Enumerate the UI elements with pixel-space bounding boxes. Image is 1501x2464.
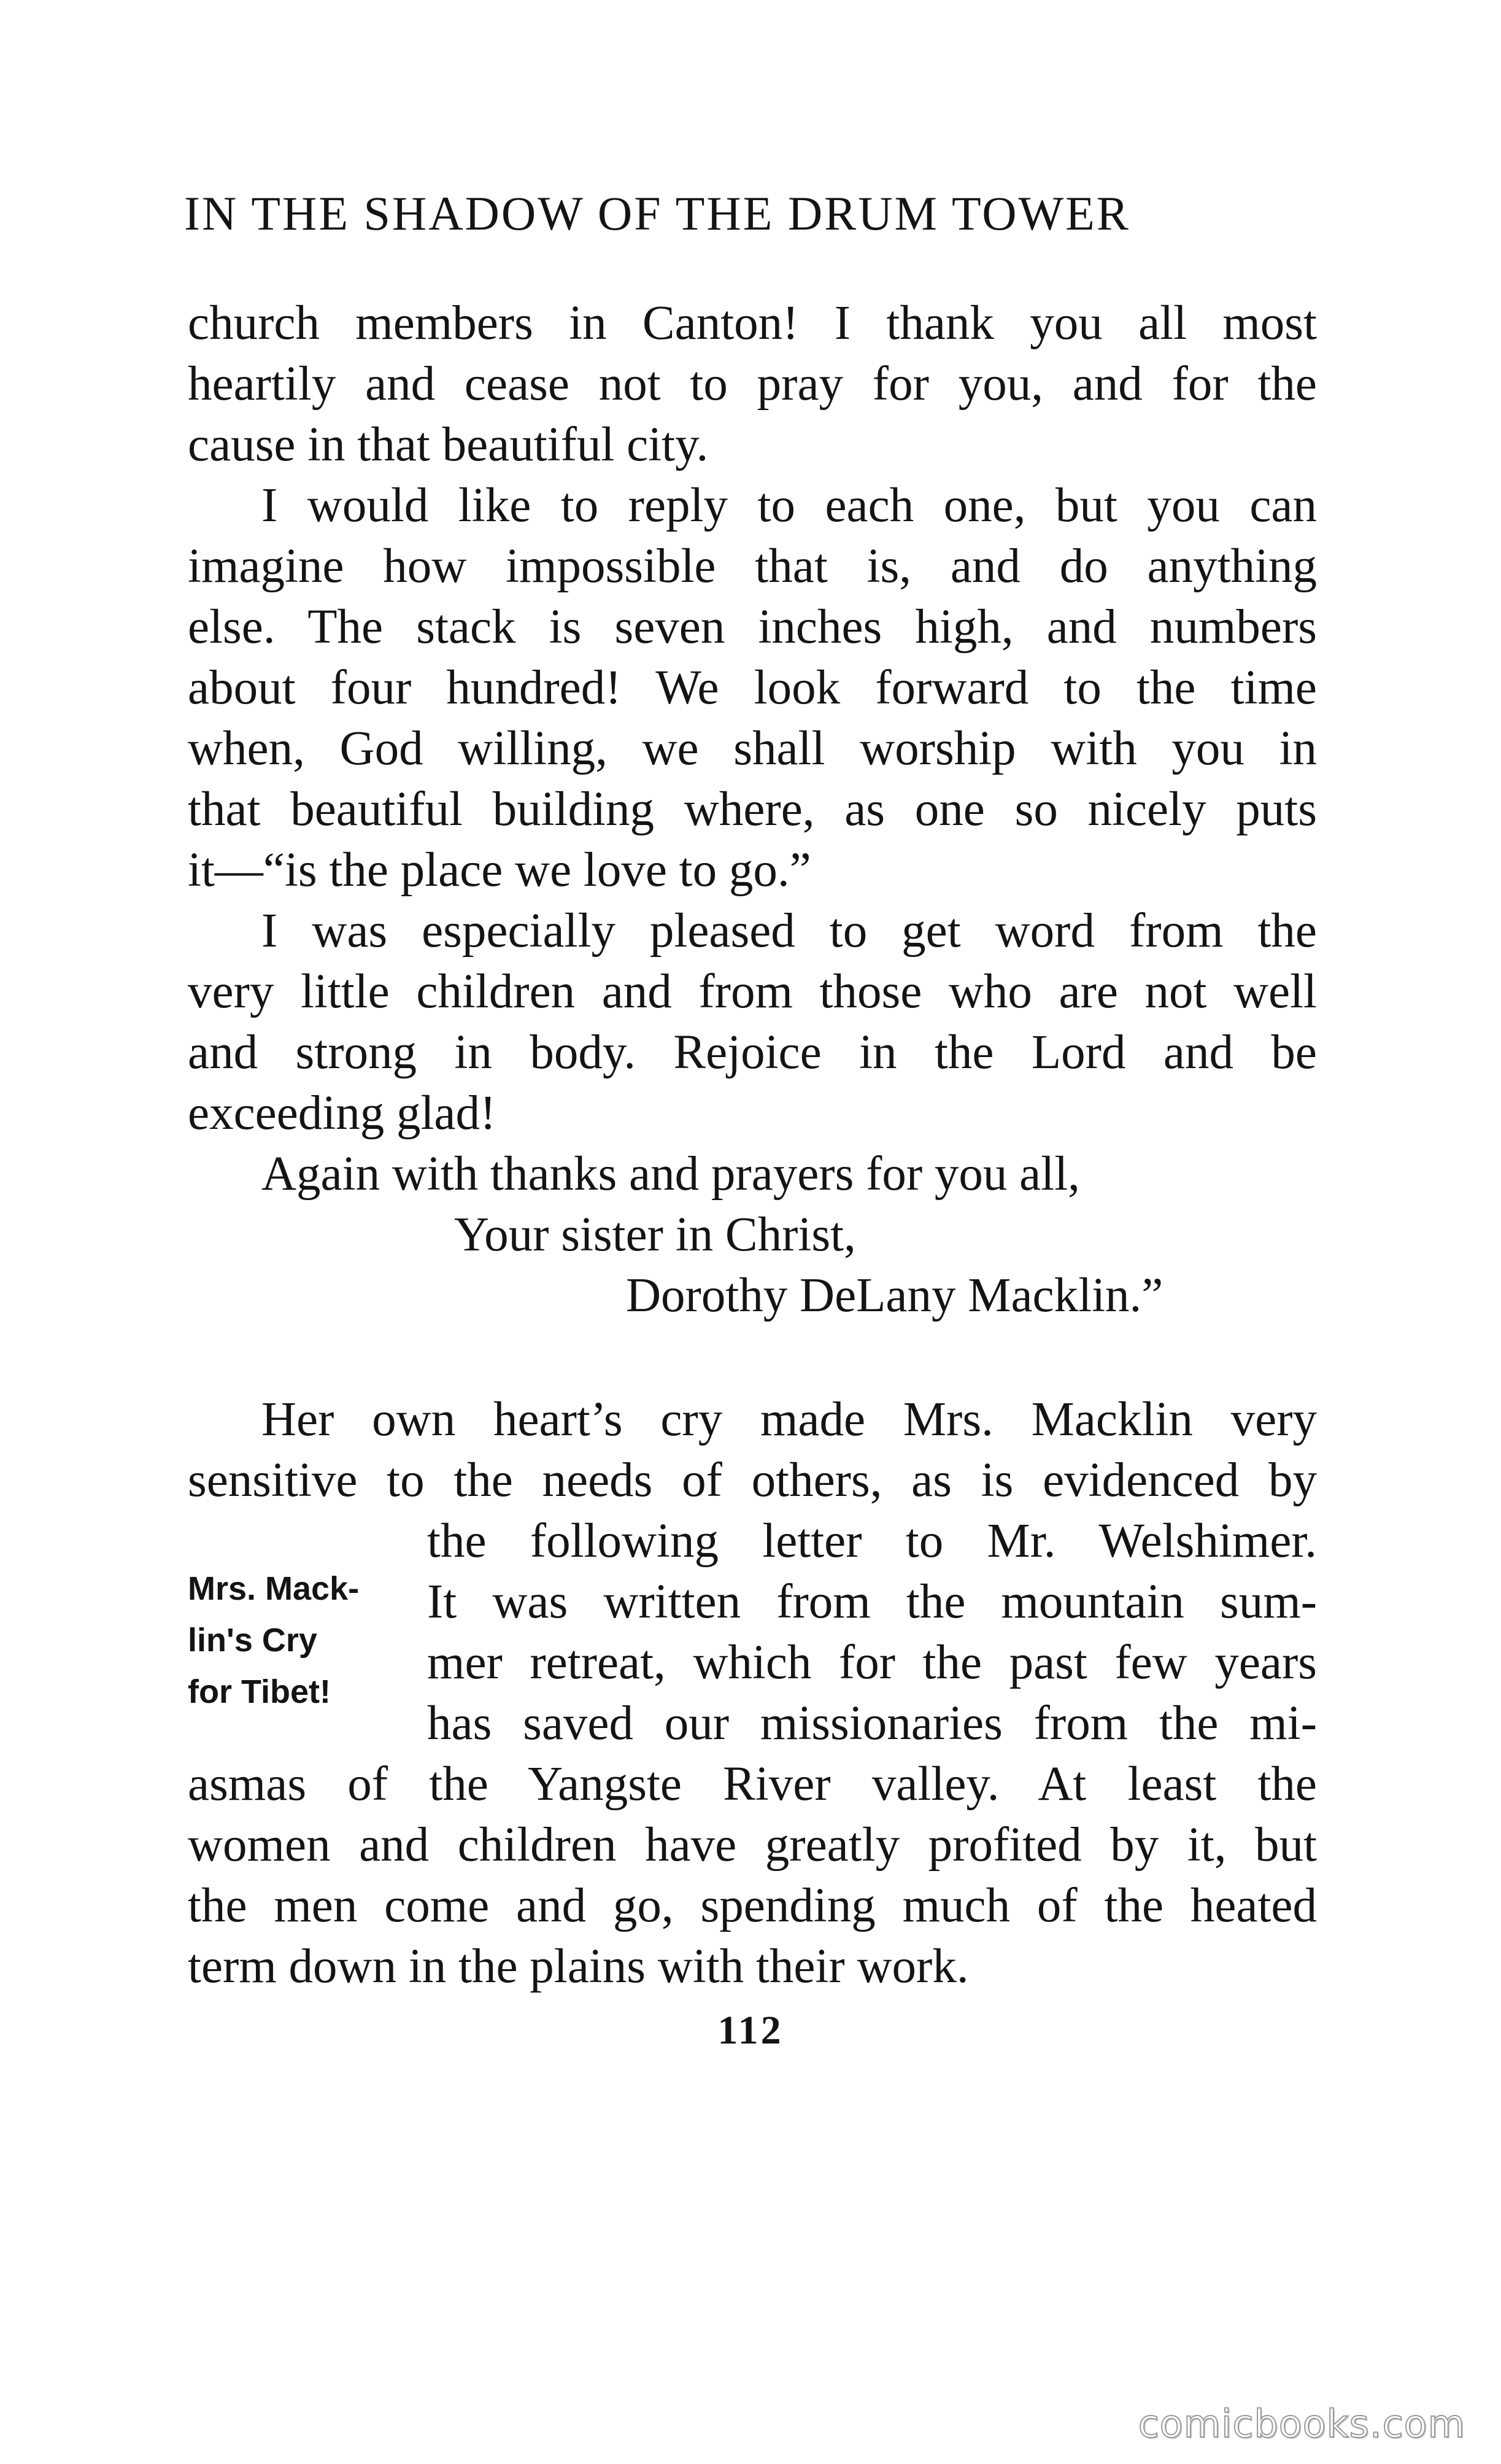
text-line: cause in that beautiful city. [188,418,709,471]
text-line: I would like to reply to each one, but you can [261,479,1317,532]
text-line: term down in the plains with their work. [188,1940,969,1993]
text-line: I was especially pleased to get word from the [261,904,1317,958]
margin-note-line: for Tibet! [188,1673,331,1710]
text-line: when, God willing, we shall worship with you in [188,722,1317,775]
text-line: else. The stack is seven inches high, and numbers [188,600,1317,654]
letter-closing-line: Your sister in Christ, [454,1208,856,1261]
text-line: has saved our missionaries from the mi- [427,1697,1317,1750]
text-line: imagine how impossible that is, and do anything [188,540,1317,593]
text-line: heartily and cease not to pray for you, and for the [188,357,1317,411]
text-line: church members in Canton! I thank you all most [188,296,1317,350]
text-line: it—“is the place we love to go.” [188,843,811,897]
margin-note [188,1563,409,1718]
margin-note-line: lin's Cry [188,1622,317,1659]
text-line: sensitive to the needs of others, as is evidenced by [188,1454,1317,1507]
watermark: comicbooks.com [1138,2401,1465,2446]
margin-note-line: Mrs. Mack- [188,1570,360,1607]
letter-closing-line: Again with thanks and prayers for you all, [261,1147,1080,1201]
text-line: It was written from the mountain sum- [427,1575,1317,1629]
text-line: women and children have greatly profited by it, but [188,1818,1317,1872]
text-line: and strong in body. Rejoice in the Lord and be [188,1026,1317,1079]
text-line: very little children and from those who are not well [188,965,1317,1018]
letter-signature: Dorothy DeLany Macklin.” [626,1269,1163,1322]
page-number: 112 [717,2008,784,2053]
text-line: the men come and go, spending much of the heated [188,1879,1317,1932]
running-head: IN THE SHADOW OF THE DRUM TOWER [184,187,1130,240]
text-line: exceeding glad! [188,1087,496,1140]
text-line: that beautiful building where, as one so nicely puts [188,783,1317,836]
text-line: the following letter to Mr. Welshimer. [427,1514,1317,1568]
text-line: Her own heart’s cry made Mrs. Macklin very [261,1393,1317,1446]
text-line: mer retreat, which for the past few years [427,1636,1317,1689]
text-line: asmas of the Yangste River valley. At least the [188,1757,1317,1811]
text-line: about four hundred! We look forward to the time [188,661,1317,715]
